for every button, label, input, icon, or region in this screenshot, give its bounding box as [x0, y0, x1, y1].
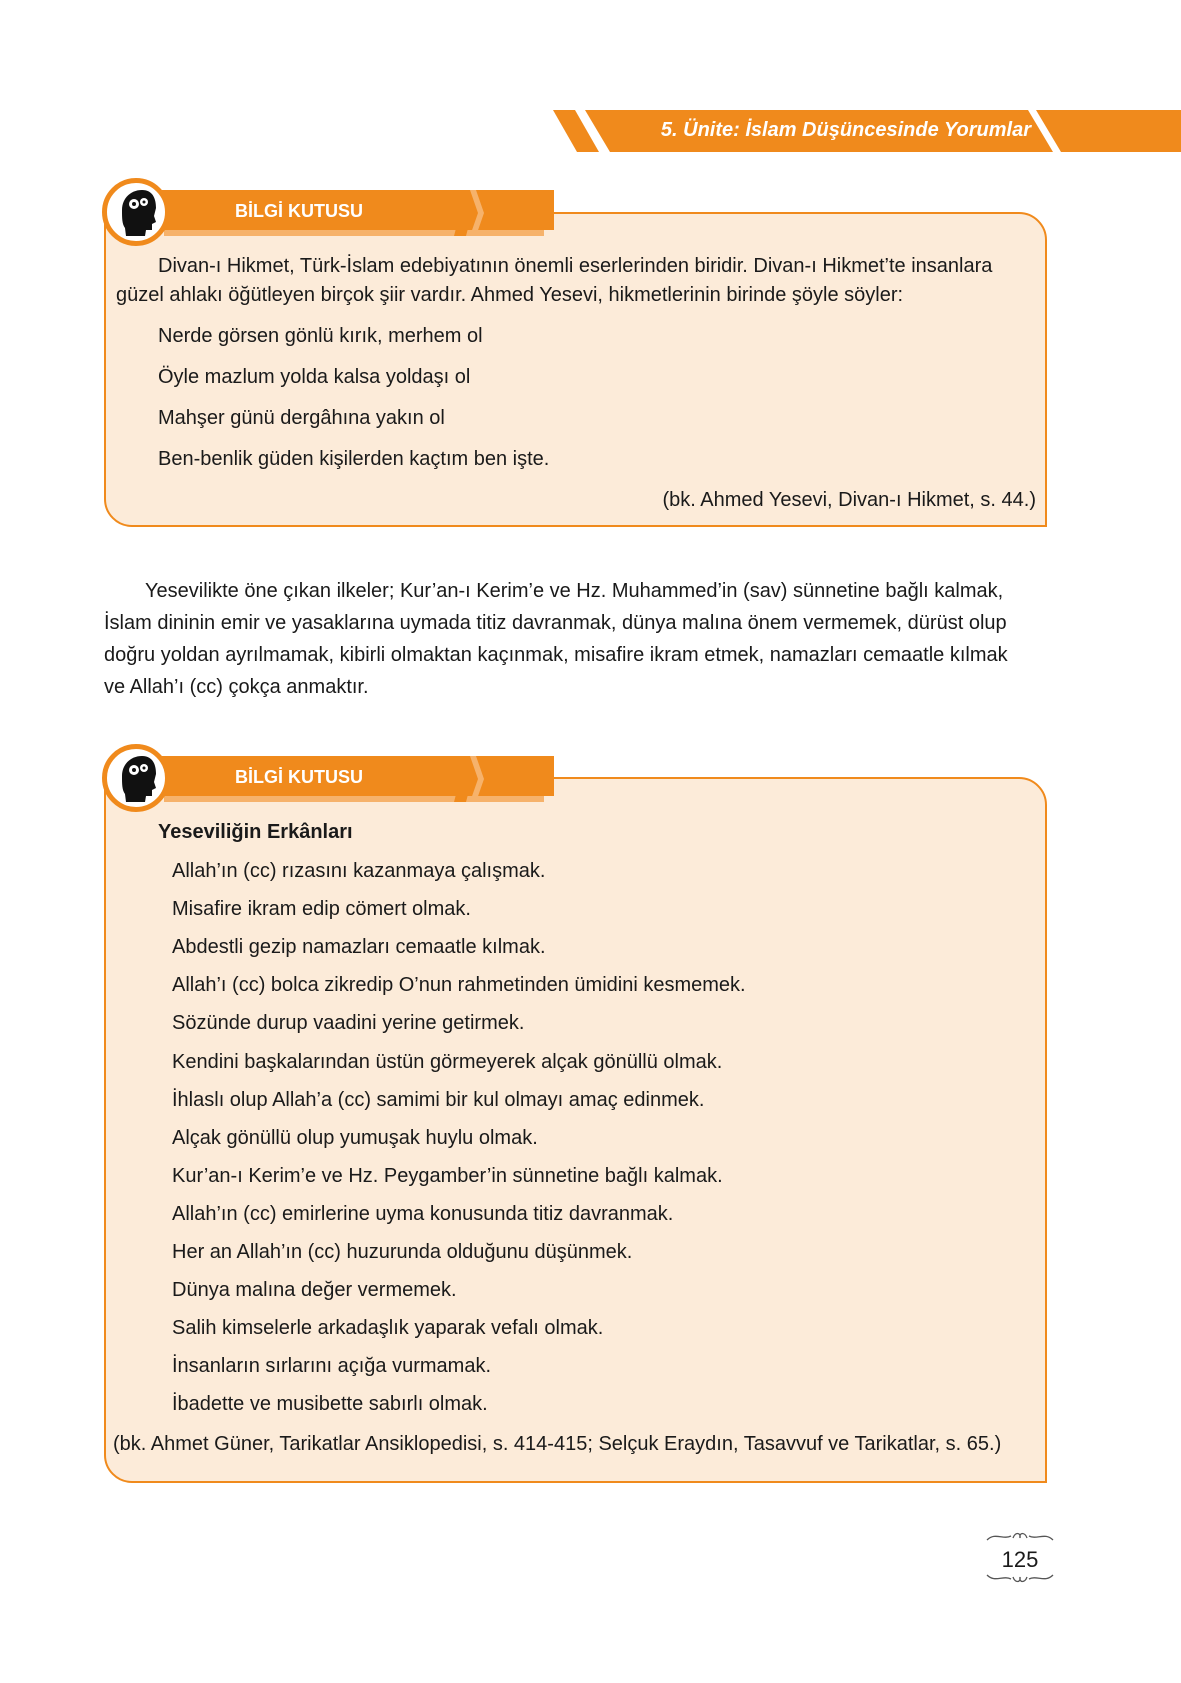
poem-line: Mahşer günü dergâhına yakın ol [158, 407, 445, 429]
chevron-decor-icon [454, 190, 494, 236]
erkan-list-item: Allah’ı (cc) bolca zikredip O’nun rahmetinden ümidini kesmemek. [172, 974, 746, 997]
erkan-list-item: Her an Allah’ın (cc) huzurunda olduğunu düşünmek. [172, 1241, 633, 1263]
paragraph-line: doğru yoldan ayrılmamak, kibirli olmaktan kaçınmak, misafire ikram etmek, namazları cemaatle kılmak [104, 644, 1008, 666]
box1-intro-line: Divan-ı Hikmet, Türk-İslam edebiyatının önemli eserlerinden biridir. Divan-ı Hikmet’te insanlara [158, 255, 993, 277]
erkan-list-item: Alçak gönüllü olup yumuşak huylu olmak. [172, 1126, 538, 1149]
box1-intro-line: güzel ahlakı öğütleyen birçok şiir vardır. Ahmed Yesevi, hikmetlerinin birinde şöyle söyler: [116, 284, 904, 306]
erkan-list-item: Allah’ın (cc) rızasını kazanmaya çalışmak. [172, 860, 546, 882]
info-box-2-header [104, 756, 484, 802]
info-box-1-header [104, 190, 484, 236]
erkan-list-item: İbadette ve musibette sabırlı olmak. [172, 1393, 488, 1416]
info-box-label: BİLGİ KUTUSU [235, 767, 363, 787]
erkan-list-item: Abdestli gezip namazları cemaatle kılmak. [172, 936, 546, 959]
erkan-list-item: Misafire ikram edip cömert olmak. [172, 898, 471, 921]
unit-header-band [553, 110, 1181, 152]
info-box-label: BİLGİ KUTUSU [235, 201, 363, 221]
erkan-list-item: İhlaslı olup Allah’a (cc) samimi bir kul olmayı amaç edinmek. [172, 1088, 705, 1111]
box2-citation: (bk. Ahmet Güner, Tarikatlar Ansiklopedisi, s. 414-415; Selçuk Eraydın, Tasavvuf ve Tarikatlar, s. 65.) [113, 1433, 1002, 1455]
erkan-list-item: Salih kimselerle arkadaşlık yaparak vefalı olmak. [172, 1317, 604, 1340]
box2-title: Yeseviliğin Erkânları [158, 821, 353, 843]
poem-line: Ben-benlik güden kişilerden kaçtım ben işte. [158, 448, 550, 470]
poem-line: Öyle mazlum yolda kalsa yoldaşı ol [158, 366, 471, 388]
page-number-ornament [985, 1530, 1055, 1590]
unit-title: 5. Ünite: İslam Düşüncesinde Yorumlar [660, 119, 1031, 141]
erkan-list-item: Kur’an-ı Kerim’e ve Hz. Peygamber’in sünnetine bağlı kalmak. [172, 1164, 723, 1187]
head-gears-icon [102, 744, 170, 812]
ornament-icon [985, 1571, 1055, 1585]
poem-line: Nerde görsen gönlü kırık, merhem ol [158, 325, 483, 347]
page-number: 125 [1001, 1547, 1039, 1572]
erkan-list-item: İnsanların sırlarını açığa vurmamak. [172, 1355, 492, 1378]
paragraph-line: Yesevilikte öne çıkan ilkeler; Kur’an-ı Kerim’e ve Hz. Muhammed’in (sav) sünnetine bağlı kalmak, [145, 580, 1004, 602]
head-gears-icon [102, 178, 170, 246]
box1-citation: (bk. Ahmed Yesevi, Divan-ı Hikmet, s. 44.) [662, 489, 1036, 511]
paragraph-line: ve Allah’ı (cc) çokça anmaktır. [104, 676, 369, 698]
ornament-icon [985, 1530, 1055, 1544]
erkan-list-item: Kendini başkalarından üstün görmeyerek alçak gönüllü olmak. [172, 1050, 723, 1073]
erkan-list-item: Dünya malına değer vermemek. [172, 1279, 457, 1302]
chevron-decor-icon [454, 756, 494, 802]
erkan-list-item: Allah’ın (cc) emirlerine uyma konusunda titiz davranmak. [172, 1202, 674, 1225]
erkan-list-item: Sözünde durup vaadini yerine getirmek. [172, 1012, 525, 1035]
paragraph-line: İslam dininin emir ve yasaklarına uymada titiz davranmak, dünya malına önem vermemek, dürüst olup [104, 612, 1007, 634]
